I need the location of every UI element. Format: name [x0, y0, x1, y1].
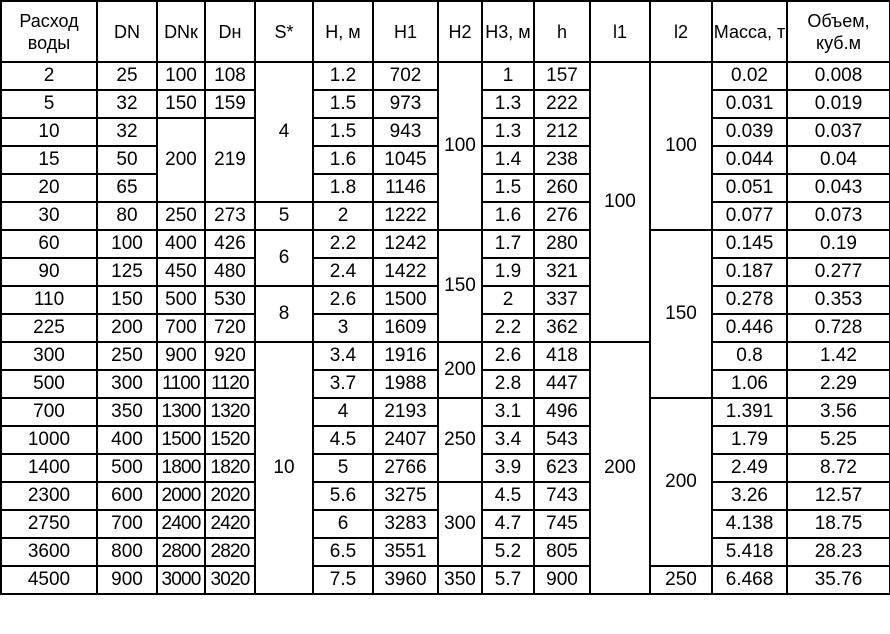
- cell-flow: 3600: [1, 538, 97, 566]
- cell-volume: 0.353: [787, 286, 890, 314]
- cell-volume: 0.073: [787, 202, 890, 230]
- cell-h3: 5.7: [482, 566, 534, 594]
- cell-h1: 943: [373, 118, 438, 146]
- cell-dnk: 1500: [157, 426, 205, 454]
- cell-l2: 100: [650, 62, 712, 230]
- cell-dn: 125: [97, 258, 157, 286]
- cell-h3: 3.4: [482, 426, 534, 454]
- cell-h1: 1609: [373, 314, 438, 342]
- header-h1: Н1: [373, 1, 438, 62]
- cell-volume: 0.19: [787, 230, 890, 258]
- cell-dnk: 2000: [157, 482, 205, 510]
- cell-dh: 2420: [205, 510, 255, 538]
- header-dn: DN: [97, 1, 157, 62]
- cell-dh: 1320: [205, 398, 255, 426]
- cell-h1: 3551: [373, 538, 438, 566]
- table-row: [1, 230, 890, 258]
- cell-h: 157: [534, 62, 590, 90]
- cell-h3: 3.1: [482, 398, 534, 426]
- cell-h1: 1500: [373, 286, 438, 314]
- cell-h1: 702: [373, 62, 438, 90]
- cell-h-m: 7.5: [313, 566, 373, 594]
- table-row: [1, 62, 890, 90]
- cell-mass: 0.278: [712, 286, 787, 314]
- cell-dn: 150: [97, 286, 157, 314]
- cell-dh: 3020: [205, 566, 255, 594]
- cell-dnk: 2800: [157, 538, 205, 566]
- cell-h: 337: [534, 286, 590, 314]
- cell-flow: 225: [1, 314, 97, 342]
- cell-dnk: 150: [157, 90, 205, 118]
- cell-dh: 720: [205, 314, 255, 342]
- cell-h-m: 3.4: [313, 342, 373, 370]
- cell-h-m: 6: [313, 510, 373, 538]
- cell-flow: 2750: [1, 510, 97, 538]
- cell-flow: 90: [1, 258, 97, 286]
- cell-volume: 8.72: [787, 454, 890, 482]
- cell-dn: 300: [97, 370, 157, 398]
- cell-s: 10: [255, 342, 313, 594]
- cell-flow: 300: [1, 342, 97, 370]
- cell-mass: 3.26: [712, 482, 787, 510]
- cell-dh: 2020: [205, 482, 255, 510]
- cell-h3: 1.3: [482, 90, 534, 118]
- cell-h3: 1.7: [482, 230, 534, 258]
- cell-flow: 500: [1, 370, 97, 398]
- table-row: [1, 566, 890, 594]
- cell-dnk: 900: [157, 342, 205, 370]
- cell-dn: 65: [97, 174, 157, 202]
- cell-h-m: 2.2: [313, 230, 373, 258]
- cell-h: 496: [534, 398, 590, 426]
- cell-h3: 1.5: [482, 174, 534, 202]
- cell-mass: 0.039: [712, 118, 787, 146]
- header-h3: Н3, м: [482, 1, 534, 62]
- cell-h1: 1045: [373, 146, 438, 174]
- cell-flow: 5: [1, 90, 97, 118]
- cell-dh: 1820: [205, 454, 255, 482]
- cell-h: 276: [534, 202, 590, 230]
- cell-volume: 2.29: [787, 370, 890, 398]
- cell-h3: 1.9: [482, 258, 534, 286]
- cell-flow: 1400: [1, 454, 97, 482]
- cell-dnk: 100: [157, 62, 205, 90]
- cell-mass: 0.187: [712, 258, 787, 286]
- cell-mass: 0.044: [712, 146, 787, 174]
- cell-h-m: 1.5: [313, 90, 373, 118]
- cell-h1: 3275: [373, 482, 438, 510]
- cell-volume: 0.019: [787, 90, 890, 118]
- cell-dn: 250: [97, 342, 157, 370]
- cell-flow: 2300: [1, 482, 97, 510]
- cell-h: 447: [534, 370, 590, 398]
- cell-mass: 0.077: [712, 202, 787, 230]
- cell-h2: 300: [438, 482, 482, 566]
- cell-h: 418: [534, 342, 590, 370]
- cell-dnk: 200: [157, 118, 205, 202]
- header-dh: Dн: [205, 1, 255, 62]
- cell-s: 8: [255, 286, 313, 342]
- cell-volume: 0.008: [787, 62, 890, 90]
- cell-flow: 60: [1, 230, 97, 258]
- cell-h-m: 2.6: [313, 286, 373, 314]
- cell-h: 212: [534, 118, 590, 146]
- cell-mass: 2.49: [712, 454, 787, 482]
- header-mass: Масса, т: [712, 1, 787, 62]
- cell-h3: 2.2: [482, 314, 534, 342]
- cell-h-m: 5: [313, 454, 373, 482]
- header-h2: Н2: [438, 1, 482, 62]
- cell-h1: 2766: [373, 454, 438, 482]
- cell-mass: 1.06: [712, 370, 787, 398]
- cell-h-m: 1.6: [313, 146, 373, 174]
- cell-h: 543: [534, 426, 590, 454]
- cell-l1: 200: [590, 342, 650, 594]
- cell-mass: 0.051: [712, 174, 787, 202]
- cell-h-m: 3: [313, 314, 373, 342]
- cell-volume: 0.277: [787, 258, 890, 286]
- cell-h2: 150: [438, 230, 482, 342]
- cell-dnk: 250: [157, 202, 205, 230]
- cell-h: 900: [534, 566, 590, 594]
- table-row: [1, 482, 890, 510]
- cell-mass: 0.145: [712, 230, 787, 258]
- cell-mass: 4.138: [712, 510, 787, 538]
- cell-volume: 5.25: [787, 426, 890, 454]
- cell-h1: 2193: [373, 398, 438, 426]
- cell-h: 222: [534, 90, 590, 118]
- cell-h1: 1146: [373, 174, 438, 202]
- header-l2: l2: [650, 1, 712, 62]
- cell-dnk: 450: [157, 258, 205, 286]
- cell-volume: 28.23: [787, 538, 890, 566]
- cell-h1: 1916: [373, 342, 438, 370]
- cell-flow: 20: [1, 174, 97, 202]
- cell-h3: 2.8: [482, 370, 534, 398]
- cell-flow: 2: [1, 62, 97, 90]
- cell-l1: 100: [590, 62, 650, 342]
- cell-h1: 1422: [373, 258, 438, 286]
- cell-h3: 1.4: [482, 146, 534, 174]
- cell-h: 238: [534, 146, 590, 174]
- cell-volume: 0.037: [787, 118, 890, 146]
- cell-dh: 1520: [205, 426, 255, 454]
- header-l1: l1: [590, 1, 650, 62]
- cell-h-m: 5.6: [313, 482, 373, 510]
- cell-h: 362: [534, 314, 590, 342]
- cell-h-m: 1.5: [313, 118, 373, 146]
- cell-dn: 350: [97, 398, 157, 426]
- cell-dn: 25: [97, 62, 157, 90]
- header-h: h: [534, 1, 590, 62]
- cell-volume: 18.75: [787, 510, 890, 538]
- cell-l2: 150: [650, 230, 712, 398]
- header-flow: Расход воды: [1, 1, 97, 62]
- cell-h: 805: [534, 538, 590, 566]
- cell-h-m: 4: [313, 398, 373, 426]
- cell-h3: 2: [482, 286, 534, 314]
- cell-dn: 500: [97, 454, 157, 482]
- cell-dh: 159: [205, 90, 255, 118]
- cell-h-m: 3.7: [313, 370, 373, 398]
- cell-h: 743: [534, 482, 590, 510]
- cell-s: 6: [255, 230, 313, 286]
- cell-h-m: 6.5: [313, 538, 373, 566]
- cell-dn: 32: [97, 90, 157, 118]
- cell-s: 5: [255, 202, 313, 230]
- cell-dh: 530: [205, 286, 255, 314]
- cell-h3: 1.3: [482, 118, 534, 146]
- cell-dnk: 500: [157, 286, 205, 314]
- cell-mass: 6.468: [712, 566, 787, 594]
- cell-dnk: 2400: [157, 510, 205, 538]
- cell-volume: 3.56: [787, 398, 890, 426]
- cell-h1: 3960: [373, 566, 438, 594]
- cell-flow: 1000: [1, 426, 97, 454]
- cell-mass: 0.031: [712, 90, 787, 118]
- header-volume: Объем, куб.м: [787, 1, 890, 62]
- cell-mass: 0.02: [712, 62, 787, 90]
- cell-h3: 4.5: [482, 482, 534, 510]
- cell-dn: 80: [97, 202, 157, 230]
- cell-h1: 3283: [373, 510, 438, 538]
- cell-dn: 800: [97, 538, 157, 566]
- cell-dh: 426: [205, 230, 255, 258]
- cell-h3: 1: [482, 62, 534, 90]
- cell-h2: 200: [438, 342, 482, 398]
- cell-mass: 1.79: [712, 426, 787, 454]
- cell-mass: 1.391: [712, 398, 787, 426]
- cell-dnk: 3000: [157, 566, 205, 594]
- cell-h: 321: [534, 258, 590, 286]
- cell-flow: 110: [1, 286, 97, 314]
- cell-dnk: 1800: [157, 454, 205, 482]
- cell-mass: 0.8: [712, 342, 787, 370]
- cell-h: 280: [534, 230, 590, 258]
- cell-dn: 400: [97, 426, 157, 454]
- cell-h3: 1.6: [482, 202, 534, 230]
- cell-dh: 273: [205, 202, 255, 230]
- cell-volume: 1.42: [787, 342, 890, 370]
- cell-flow: 10: [1, 118, 97, 146]
- cell-dh: 920: [205, 342, 255, 370]
- table-row: [1, 342, 890, 370]
- cell-dnk: 1300: [157, 398, 205, 426]
- cell-h-m: 2: [313, 202, 373, 230]
- cell-flow: 700: [1, 398, 97, 426]
- cell-flow: 4500: [1, 566, 97, 594]
- cell-h3: 5.2: [482, 538, 534, 566]
- cell-dnk: 1100: [157, 370, 205, 398]
- cell-dh: 219: [205, 118, 255, 202]
- cell-dn: 700: [97, 510, 157, 538]
- cell-h: 260: [534, 174, 590, 202]
- cell-dn: 32: [97, 118, 157, 146]
- header-h-m: Н, м: [313, 1, 373, 62]
- cell-volume: 0.04: [787, 146, 890, 174]
- cell-h1: 1242: [373, 230, 438, 258]
- cell-dh: 108: [205, 62, 255, 90]
- cell-l2: 200: [650, 398, 712, 566]
- cell-dn: 100: [97, 230, 157, 258]
- cell-volume: 0.728: [787, 314, 890, 342]
- cell-mass: 5.418: [712, 538, 787, 566]
- cell-h-m: 1.8: [313, 174, 373, 202]
- cell-h-m: 4.5: [313, 426, 373, 454]
- cell-dh: 2820: [205, 538, 255, 566]
- cell-h3: 3.9: [482, 454, 534, 482]
- cell-flow: 15: [1, 146, 97, 174]
- cell-h1: 2407: [373, 426, 438, 454]
- cell-dn: 200: [97, 314, 157, 342]
- cell-volume: 35.76: [787, 566, 890, 594]
- cell-volume: 12.57: [787, 482, 890, 510]
- cell-h2: 350: [438, 566, 482, 594]
- table-row: [1, 398, 890, 426]
- cell-mass: 0.446: [712, 314, 787, 342]
- cell-h2: 250: [438, 398, 482, 482]
- cell-h3: 2.6: [482, 342, 534, 370]
- cell-dnk: 400: [157, 230, 205, 258]
- cell-flow: 30: [1, 202, 97, 230]
- cell-volume: 0.043: [787, 174, 890, 202]
- cell-dn: 900: [97, 566, 157, 594]
- cell-s: 4: [255, 62, 313, 202]
- cell-h-m: 2.4: [313, 258, 373, 286]
- cell-l2: 250: [650, 566, 712, 594]
- cell-dh: 480: [205, 258, 255, 286]
- cell-h-m: 1.2: [313, 62, 373, 90]
- cell-h: 745: [534, 510, 590, 538]
- cell-dh: 1120: [205, 370, 255, 398]
- cell-dnk: 700: [157, 314, 205, 342]
- cell-h3: 4.7: [482, 510, 534, 538]
- cell-dn: 50: [97, 146, 157, 174]
- header-s: S*: [255, 1, 313, 62]
- header-row: [1, 1, 890, 62]
- header-dnk: DNк: [157, 1, 205, 62]
- cell-h1: 1988: [373, 370, 438, 398]
- cell-h1: 973: [373, 90, 438, 118]
- cell-dn: 600: [97, 482, 157, 510]
- cell-h2: 100: [438, 62, 482, 230]
- cell-h1: 1222: [373, 202, 438, 230]
- cell-h: 623: [534, 454, 590, 482]
